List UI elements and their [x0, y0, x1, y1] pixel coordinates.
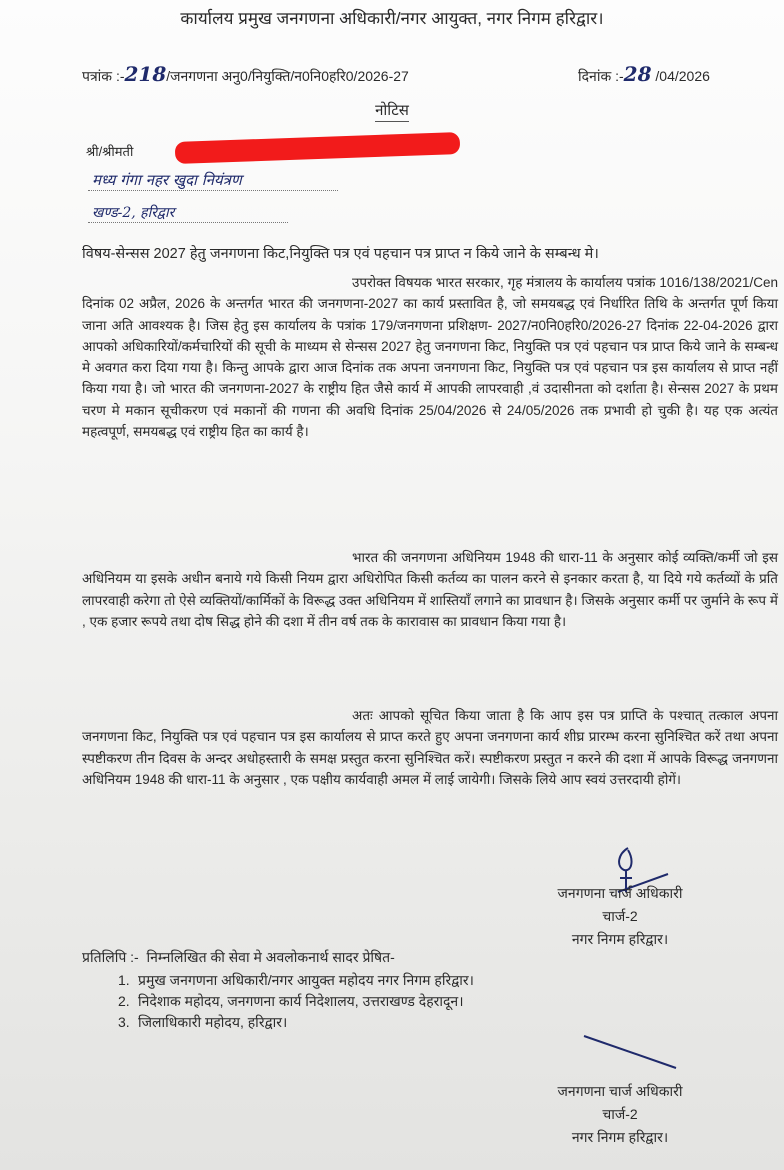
paragraph-3: अतः आपको सूचित किया जाता है कि आप इस पत्र प्राप्ति के पश्चात् तत्काल अपना जनगणना किट, नियुक्ति पत्र एवं पहचान पत्र इस कार्यालय से प्राप्त करते हुए अपना जनगणना कार्य शीघ्र प्रारम्भ करना सुनिश्चित करें तथा अपना स्पष्टीकरण तीन दिवस के अन्दर अधोहस्तारी के समक्ष प्रस्तुत करना सुनिश्चित करें। स्पष्टीकरण प्रस्तुत न करने की दशा में आपके विरूद्ध जनगणना अधिनियम 1948 की धारा-11 के अनुसार , एक पक्षीय कार्यवाही अमल में लाई जायेगी। जिसके लिये आप स्वयं उत्तरदायी होगें। [82, 708, 778, 787]
office-header: कार्यालय प्रमुख जनगणना अधिकारी/नगर आयुक्त, नगर निगम हरिद्वार। [180, 9, 604, 28]
signatory-charge: चार्ज-2 [602, 1106, 638, 1122]
ref-number-handwritten: 218 [124, 62, 167, 86]
addressee-line-1: मध्य गंगा नहर खुदा नियंत्रण [92, 171, 242, 189]
signatory-designation: जनगणना चार्ज अधिकारी [557, 885, 683, 901]
copy-to-intro: निम्नलिखित की सेवा मे अवलोकनार्थ सादर प्रेषित- [146, 949, 395, 965]
signatory-office: नगर निगम हरिद्वार। [571, 931, 669, 947]
copy-to-list [118, 970, 474, 1033]
ref-label: पत्रांक :- [82, 68, 125, 84]
date-day-handwritten: 28 [623, 62, 652, 86]
signature-block-1 [530, 882, 710, 951]
dotted-line [88, 222, 288, 223]
copy-to-item: 3. जिलाधिकारी महोदय, हरिद्वार। [118, 1014, 288, 1030]
signatory-designation: जनगणना चार्ज अधिकारी [557, 1083, 683, 1099]
notice-title: नोटिस [0, 100, 784, 120]
dotted-line [88, 190, 338, 191]
paragraph-2: भारत की जनगणना अधिनियम 1948 की धारा-11 के अनुसार कोई व्यक्ति/कर्मी जो इस अधिनियम या इसके अधीन बनाये गये किसी नियम द्वारा अधिरोपित किसी कर्तव्य का पालन करने से इनकार करता है, या दिये गये कर्तव्यों के प्रति लापरवाही करेगा तो ऐसे व्यक्तियों/कार्मिकों के विरूद्ध उक्त अधिनियम में शास्तियाँ लगाने का प्रावधान है। जिसके अनुसार कर्मी पर जुर्माने के रूप में , एक हजार रूपये तथा दोष सिद्ध होने की दशा में तीन वर्ष तक के कारावास का प्रावधान किया गया है। [82, 550, 778, 629]
signature-block-2 [530, 1080, 710, 1149]
copy-to-heading [82, 948, 395, 967]
addressee-salutation: श्री/श्रीमती [86, 144, 134, 159]
date-suffix: /04/2026 [651, 68, 710, 84]
copy-to-item: 1. प्रमुख जनगणना अधिकारी/नगर आयुक्त महोदय नगर निगम हरिद्वार। [118, 972, 474, 988]
addressee-line-2: खण्ड-2, हरिद्वार [92, 205, 175, 221]
subject-line: विषय-सेन्सस 2027 हेतु जनगणना किट,नियुक्ति पत्र एवं पहचान पत्र प्राप्त न किये जाने के सम्बन्ध मे। [82, 246, 599, 262]
letter-date [578, 62, 710, 86]
paragraph-1: उपरोक्त विषयक भारत सरकार, गृह मंत्रालय के कार्यालय पत्रांक 1016/138/2021/Cen दिनांक 02 अप्रैल, 2026 के अन्तर्गत भारत की जनगणना-2027 का कार्य प्रस्तावित है, जो समयबद्ध एवं निर्धारित तिथि के अन्तर्गत पूर्ण किया जाना अति आवश्यक है। जिस हेतु इस कार्यालय के पत्रांक 179/जनगणना प्रशिक्षण- 2027/न0नि0हरि0/2026-27 दिनांक 22-04-2026 द्वारा आपको अधिकारियों/कर्मचारियों की सूची के माध्यम से सेन्सस 2027 हेतु जनगणना किट, नियुक्ति पत्र एवं पहचान पत्र प्राप्त किये जाने के सम्बन्ध मे अवगत करा दिया गया है। किन्तु आपके द्वारा आज दिनांक तक अपना जनगणना किट, नियुक्ति पत्र एवं पहचान पत्र इस कार्यालय से प्राप्त नहीं किया गया है। जो भारत की जनगणना-2027 के राष्ट्रीय हित जैसे कार्य में आपकी लापरवाही ,वं उदासीनता को दर्शाता है। सेन्सस 2027 के प्रथम चरण मे मकान सूचीकरण एवं मकानों की गणना की अवधि दिनांक 25/04/2026 से 24/05/2026 तक प्रभावी हो चुकी है। यह एक अत्यंत महत्वपूर्ण, समयबद्ध एवं राष्ट्रीय हित का कार्य है। [82, 275, 778, 440]
signatory-office: नगर निगम हरिद्वार। [571, 1129, 669, 1145]
ref-suffix: /जनगणना अनु0/नियुक्ति/न0नि0हरि0/2026-27 [166, 68, 409, 84]
signatory-charge: चार्ज-2 [602, 908, 638, 924]
signature-2 [580, 1030, 690, 1070]
date-label: दिनांक :- [578, 68, 624, 84]
reference-number [82, 62, 409, 86]
copy-to-label: प्रतिलिपि :- [82, 949, 139, 965]
copy-to-item: 2. निदेशाक महोदय, जनगणना कार्य निदेशालय, उत्तराखण्ड देहरादून। [118, 993, 464, 1009]
redaction-mark [175, 132, 461, 164]
